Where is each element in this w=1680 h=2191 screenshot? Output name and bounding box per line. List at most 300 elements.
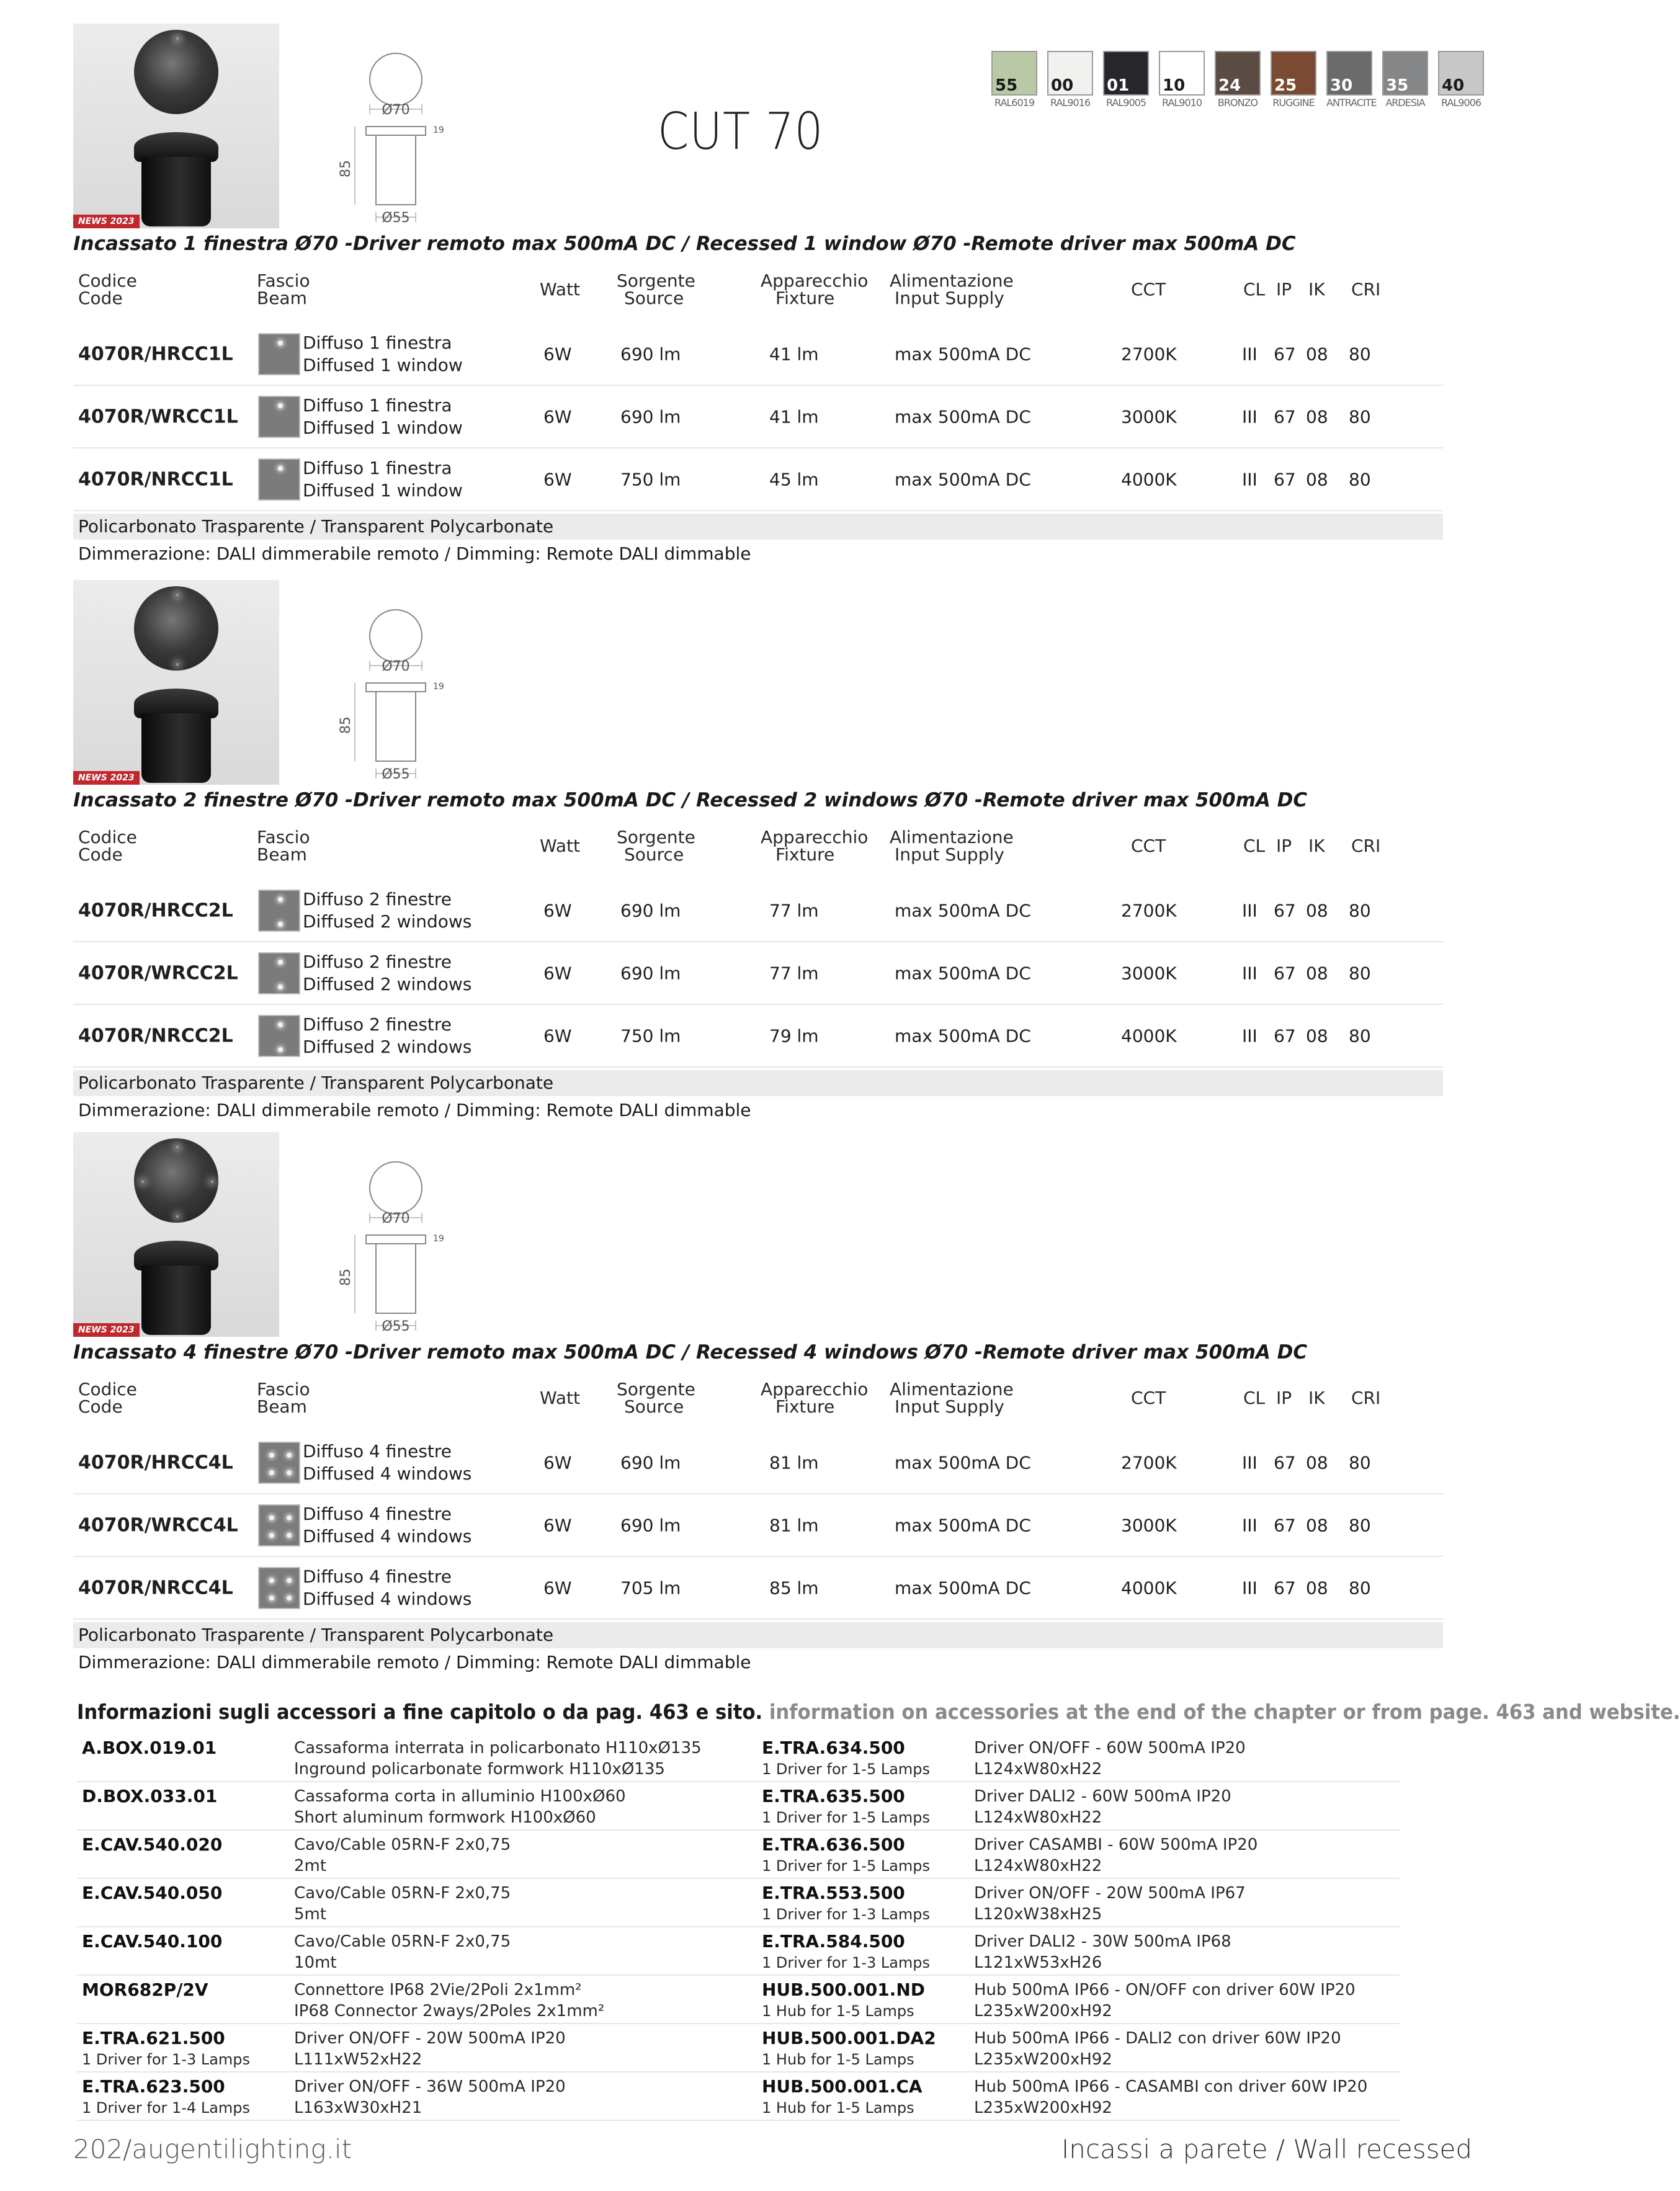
col-header-supply-it: Alimentazione: [890, 1379, 1014, 1399]
finish-code: 55: [995, 76, 1018, 95]
accessory-desc: Driver ON/OFF - 20W 500mA IP20: [294, 2029, 566, 2048]
accessory-desc: Hub 500mA IP66 - ON/OFF con driver 60W IP20: [974, 1981, 1356, 1999]
accessory-right-code-cell: [762, 1931, 930, 1973]
cell-ip: 67: [1274, 1515, 1296, 1536]
accessories-title-it: Informazioni sugli accessori a fine capitolo o da pag. 463 e sito.: [77, 1700, 763, 1724]
accessory-desc: Cavo/Cable 05RN-F 2x0,75: [294, 1836, 511, 1854]
beam-icon: [258, 1567, 300, 1609]
col-header-supply-it: Alimentazione: [890, 270, 1014, 291]
dimming-note: Dimmerazione: DALI dimmerabile remoto / Dimming: Remote DALI dimmable: [78, 543, 751, 564]
accessory-left-desc-cell: [294, 1786, 626, 1828]
cell-source: 690 lm: [620, 344, 681, 365]
accessory-desc: L124xW80xH22: [974, 1760, 1102, 1778]
finish-ral: BRONZO: [1217, 97, 1258, 109]
beam-en: Diffused 4 windows: [303, 1589, 472, 1609]
col-header-cl: CL: [1243, 1388, 1266, 1408]
product-section: [0, 24, 1549, 569]
finish-code: 35: [1386, 76, 1409, 95]
cell-ik: 08: [1306, 963, 1328, 984]
table-row: [73, 1432, 1443, 1494]
accessory-left-desc-cell: [294, 1738, 702, 1780]
accessory-right-code-cell: [762, 1883, 930, 1925]
cell-source: 750 lm: [620, 469, 681, 490]
col-header-watt: Watt: [540, 836, 581, 856]
cell-watt: 6W: [543, 900, 572, 921]
col-header-code-en: Code: [78, 288, 123, 308]
cell-supply: max 500mA DC: [895, 900, 1031, 921]
accessory-sub: 1 Driver for 1-4 Lamps: [82, 2099, 251, 2117]
cell-code: 4070R/HRCC4L: [78, 1452, 233, 1474]
beam-en: Diffused 1 window: [303, 480, 463, 501]
col-header-fixture-en: Fixture: [775, 1396, 835, 1417]
drawing-diameter-bottom: Ø55: [382, 1319, 410, 1334]
accessory-code: E.TRA.584.500: [762, 1931, 905, 1952]
cell-cl: III: [1242, 1515, 1258, 1536]
drawing-height: 85: [338, 1269, 354, 1286]
cell-fixture: 79 lm: [769, 1025, 819, 1046]
cell-cri: 80: [1349, 963, 1371, 984]
cell-fixture: 41 lm: [769, 406, 819, 427]
col-header-fixture-it: Apparecchio: [761, 270, 869, 291]
col-header-beam-en: Beam: [257, 844, 307, 865]
accessory-left-code-cell: [82, 1834, 222, 1855]
beam-en: Diffused 2 windows: [303, 1037, 472, 1057]
cell-cri: 80: [1349, 469, 1371, 490]
cell-watt: 6W: [543, 1452, 572, 1473]
cell-cl: III: [1242, 963, 1258, 984]
drawing-flange: 19: [433, 1234, 444, 1244]
cell-cct: 2700K: [1121, 1452, 1177, 1473]
finish-code: 10: [1163, 76, 1186, 95]
accessory-left-code-cell: [82, 2076, 250, 2118]
accessory-sub: 1 Hub for 1-5 Lamps: [762, 2051, 914, 2068]
accessory-code: E.TRA.621.500: [82, 2028, 225, 2048]
beam-en: Diffused 1 window: [303, 417, 463, 438]
finish-ral: RAL9005: [1106, 97, 1146, 109]
beam-icon: [258, 396, 300, 438]
table-row: [73, 324, 1443, 386]
accessory-desc: Cavo/Cable 05RN-F 2x0,75: [294, 1932, 511, 1951]
finish-ral: RAL9006: [1441, 97, 1481, 109]
accessory-left-code-cell: [82, 1979, 208, 2001]
beam-it: Diffuso 2 finestre: [303, 1014, 452, 1035]
col-header-source-en: Source: [624, 288, 684, 308]
table-row: [73, 386, 1443, 448]
cell-beam: [303, 1503, 471, 1548]
accessory-code: MOR682P/2V: [82, 1979, 208, 2000]
material-note: Policarbonato Trasparente / Transparent Polycarbonate: [73, 1622, 1443, 1648]
col-header-ik: IK: [1308, 279, 1325, 300]
beam-it: Diffuso 4 finestre: [303, 1441, 452, 1461]
col-header-source-it: Sorgente: [617, 1379, 695, 1399]
cell-ip: 67: [1274, 900, 1296, 921]
cell-fixture: 77 lm: [769, 900, 819, 921]
col-header-code-en: Code: [78, 1396, 123, 1417]
accessory-right-desc-cell: [974, 1979, 1356, 2022]
accessory-sub: 1 Driver for 1-3 Lamps: [762, 1954, 931, 1971]
accessory-sub: 1 Hub for 1-5 Lamps: [762, 2002, 914, 2020]
news-badge: NEWS 2023: [73, 1323, 140, 1337]
finish-ral: RAL9010: [1161, 97, 1202, 109]
cell-beam: [303, 951, 471, 996]
cell-ip: 67: [1274, 963, 1296, 984]
beam-icon: [258, 1015, 300, 1057]
cell-source: 750 lm: [620, 1025, 681, 1046]
table-row: [73, 1006, 1443, 1068]
cell-beam: [303, 457, 463, 502]
beam-en: Diffused 2 windows: [303, 911, 472, 932]
beam-it: Diffuso 1 finestra: [303, 458, 452, 478]
cell-cct: 3000K: [1121, 963, 1177, 984]
beam-it: Diffuso 1 finestra: [303, 332, 452, 353]
accessories-title-en: information on accessories at the end of the chapter or from page. 463 and website.: [769, 1700, 1680, 1724]
accessory-row: [77, 1734, 1400, 1782]
accessory-code: E.TRA.634.500: [762, 1738, 905, 1758]
cell-fixture: 77 lm: [769, 963, 819, 984]
accessory-right-desc-cell: [974, 2076, 1367, 2118]
col-header-code-en: Code: [78, 844, 123, 865]
beam-icon: [258, 1442, 300, 1484]
col-header-source-it: Sorgente: [617, 827, 695, 847]
cell-watt: 6W: [543, 406, 572, 427]
cell-cct: 2700K: [1121, 900, 1177, 921]
cell-ip: 67: [1274, 469, 1296, 490]
accessory-desc: L163xW30xH21: [294, 2099, 422, 2117]
product-body-image: [141, 713, 211, 783]
accessory-right-desc-cell: [974, 1931, 1231, 1973]
accessory-sub: 1 Driver for 1-3 Lamps: [762, 1906, 931, 1923]
beam-en: Diffused 4 windows: [303, 1526, 472, 1546]
cell-source: 690 lm: [620, 406, 681, 427]
beam-icon: [258, 333, 300, 375]
beam-it: Diffuso 4 finestre: [303, 1566, 452, 1587]
accessory-row: [77, 1782, 1400, 1831]
product-front-image: [134, 1138, 218, 1223]
accessory-left-desc-cell: [294, 2028, 566, 2070]
cell-cct: 4000K: [1121, 1577, 1177, 1599]
drawing-height: 85: [338, 716, 354, 734]
cell-watt: 6W: [543, 469, 572, 490]
cell-source: 690 lm: [620, 1515, 681, 1536]
cell-cl: III: [1242, 406, 1258, 427]
accessory-desc: Driver ON/OFF - 20W 500mA IP67: [974, 1884, 1246, 1903]
cell-ip: 67: [1274, 1577, 1296, 1599]
accessory-sub: 1 Driver for 1-5 Lamps: [762, 1857, 931, 1875]
cell-supply: max 500mA DC: [895, 1025, 1031, 1046]
accessory-desc: Connettore IP68 2Vie/2Poli 2x1mm²: [294, 1981, 582, 1999]
finish-code: 30: [1330, 76, 1353, 95]
accessory-code: E.TRA.635.500: [762, 1786, 905, 1806]
cell-cri: 80: [1349, 1515, 1371, 1536]
accessory-code: E.TRA.553.500: [762, 1883, 905, 1903]
col-header-ik: IK: [1308, 836, 1325, 856]
section-title: Incassato 2 finestre Ø70 -Driver remoto max 500mA DC / Recessed 2 windows Ø70 -Remote driver max 500mA DC: [73, 789, 1308, 811]
drawing-flange: 19: [433, 682, 444, 692]
cell-cl: III: [1242, 1452, 1258, 1473]
cell-cl: III: [1242, 900, 1258, 921]
cell-fixture: 45 lm: [769, 469, 819, 490]
accessory-row: [77, 1831, 1400, 1879]
cell-code: 4070R/HRCC2L: [78, 899, 233, 922]
cell-ik: 08: [1306, 406, 1328, 427]
product-body-image: [141, 1265, 211, 1335]
dimming-note: Dimmerazione: DALI dimmerabile remoto / Dimming: Remote DALI dimmable: [78, 1652, 751, 1672]
col-header-supply-en: Input Supply: [895, 844, 1004, 865]
cell-supply: max 500mA DC: [895, 344, 1031, 365]
accessory-code: E.CAV.540.100: [82, 1931, 223, 1952]
accessory-desc: 10mt: [294, 1953, 337, 1972]
accessory-desc: Cassaforma corta in alluminio H100xØ60: [294, 1787, 626, 1806]
accessory-desc: 2mt: [294, 1857, 327, 1875]
accessory-left-code-cell: [82, 2028, 250, 2070]
accessory-left-desc-cell: [294, 1883, 511, 1925]
accessory-code: HUB.500.001.ND: [762, 1979, 925, 2000]
accessory-code: E.CAV.540.050: [82, 1883, 223, 1903]
accessory-row: [77, 1879, 1400, 1927]
drawing-diameter-top: Ø70: [382, 659, 410, 674]
col-header-cl: CL: [1243, 836, 1266, 856]
accessory-sub: 1 Driver for 1-5 Lamps: [762, 1809, 931, 1826]
beam-it: Diffuso 4 finestre: [303, 1504, 452, 1524]
finish-ral: RAL6019: [994, 97, 1035, 109]
beam-icon: [258, 952, 300, 994]
accessory-desc: Cassaforma interrata in policarbonato H110xØ135: [294, 1739, 702, 1757]
table-row: [73, 880, 1443, 942]
finish-code: 40: [1442, 76, 1465, 95]
cell-cct: 4000K: [1121, 1025, 1177, 1046]
cell-fixture: 81 lm: [769, 1515, 819, 1536]
cell-cri: 80: [1349, 1025, 1371, 1046]
accessory-desc: Driver DALI2 - 30W 500mA IP68: [974, 1932, 1231, 1951]
cell-fixture: 81 lm: [769, 1452, 819, 1473]
accessory-desc: Driver ON/OFF - 60W 500mA IP20: [974, 1739, 1246, 1757]
accessory-left-code-cell: [82, 1883, 222, 1904]
finish-code: 01: [1107, 76, 1130, 95]
accessory-right-code-cell: [762, 2028, 936, 2070]
finish-ral: ANTRACITE: [1326, 97, 1377, 109]
accessory-desc: L124xW80xH22: [974, 1857, 1102, 1875]
accessory-desc: Hub 500mA IP66 - CASAMBI con driver 60W IP20: [974, 2077, 1368, 2096]
accessory-left-code-cell: [82, 1931, 222, 1952]
accessory-desc: L235xW200xH92: [974, 2050, 1112, 2069]
col-header-watt: Watt: [540, 1388, 581, 1408]
accessory-row: [77, 1927, 1400, 1976]
col-header-fixture-en: Fixture: [775, 288, 835, 308]
beam-it: Diffuso 1 finestra: [303, 395, 452, 416]
cell-code: 4070R/HRCC1L: [78, 343, 233, 365]
table-header: [73, 828, 1443, 868]
footer-category: Incassi a parete / Wall recessed: [1061, 2134, 1472, 2164]
accessory-left-code-cell: [82, 1786, 217, 1807]
accessory-right-desc-cell: [974, 1786, 1231, 1828]
cell-code: 4070R/WRCC4L: [78, 1514, 238, 1537]
cell-watt: 6W: [543, 1025, 572, 1046]
col-header-cct: CCT: [1131, 279, 1166, 300]
accessory-sub: 1 Driver for 1-3 Lamps: [82, 2051, 251, 2068]
col-header-code-it: Codice: [78, 827, 137, 847]
page-title: CUT 70: [658, 102, 824, 161]
cell-ik: 08: [1306, 1025, 1328, 1046]
product-front-image: [134, 30, 218, 114]
cell-source: 690 lm: [620, 963, 681, 984]
beam-it: Diffuso 2 finestre: [303, 889, 452, 909]
col-header-supply-en: Input Supply: [895, 1396, 1004, 1417]
beam-en: Diffused 1 window: [303, 355, 463, 375]
cell-cri: 80: [1349, 1452, 1371, 1473]
accessory-right-code-cell: [762, 1979, 925, 2022]
accessory-desc: Driver ON/OFF - 36W 500mA IP20: [294, 2077, 566, 2096]
cell-supply: max 500mA DC: [895, 1577, 1031, 1599]
finish-code: 25: [1274, 76, 1297, 95]
cell-beam: [303, 1014, 471, 1058]
accessory-desc: L235xW200xH92: [974, 2002, 1112, 2020]
cell-watt: 6W: [543, 1577, 572, 1599]
cell-beam: [303, 332, 463, 377]
beam-icon: [258, 1504, 300, 1546]
accessory-right-desc-cell: [974, 1738, 1246, 1780]
cell-code: 4070R/NRCC4L: [78, 1577, 233, 1599]
material-note: Policarbonato Trasparente / Transparent Polycarbonate: [73, 514, 1443, 540]
cell-cl: III: [1242, 1577, 1258, 1599]
col-header-ik: IK: [1308, 1388, 1325, 1408]
product-body-image: [141, 157, 211, 226]
cell-source: 690 lm: [620, 900, 681, 921]
beam-icon: [258, 890, 300, 932]
col-header-cri: CRI: [1351, 1388, 1381, 1408]
col-header-fixture-it: Apparecchio: [761, 1379, 869, 1399]
finish-code: 00: [1051, 76, 1074, 95]
drawing-diameter-bottom: Ø55: [382, 767, 410, 782]
cell-cri: 80: [1349, 900, 1371, 921]
technical-drawing: [338, 592, 453, 785]
accessory-row: [77, 1976, 1400, 2024]
accessory-left-desc-cell: [294, 2076, 566, 2118]
table-row: [73, 1558, 1443, 1620]
col-header-beam-it: Fascio: [257, 270, 310, 291]
col-header-beam-en: Beam: [257, 288, 307, 308]
accessories-table: [77, 1734, 1400, 2121]
cell-ip: 67: [1274, 1452, 1296, 1473]
accessory-right-code-cell: [762, 1738, 930, 1780]
cell-watt: 6W: [543, 963, 572, 984]
product-photo: [73, 24, 279, 228]
cell-code: 4070R/WRCC2L: [78, 962, 238, 984]
col-header-supply-en: Input Supply: [895, 288, 1004, 308]
accessory-sub: 1 Driver for 1-5 Lamps: [762, 1760, 931, 1778]
accessory-right-code-cell: [762, 2076, 923, 2118]
col-header-source-en: Source: [624, 844, 684, 865]
cell-fixture: 41 lm: [769, 344, 819, 365]
table-header: [73, 1380, 1443, 1420]
col-header-ip: IP: [1276, 279, 1292, 300]
cell-watt: 6W: [543, 344, 572, 365]
cell-ik: 08: [1306, 1515, 1328, 1536]
accessory-desc: L124xW80xH22: [974, 1808, 1102, 1827]
col-header-cri: CRI: [1351, 836, 1381, 856]
col-header-source-en: Source: [624, 1396, 684, 1417]
accessory-code: E.TRA.623.500: [82, 2076, 225, 2097]
section-title: Incassato 4 finestre Ø70 -Driver remoto max 500mA DC / Recessed 4 windows Ø70 -Remote driver max 500mA DC: [73, 1341, 1308, 1363]
beam-icon: [258, 458, 300, 501]
accessory-desc: L235xW200xH92: [974, 2099, 1112, 2117]
accessory-code: E.CAV.540.020: [82, 1834, 223, 1855]
cell-supply: max 500mA DC: [895, 1452, 1031, 1473]
col-header-cct: CCT: [1131, 1388, 1166, 1408]
cell-beam: [303, 888, 471, 933]
cell-ip: 67: [1274, 344, 1296, 365]
cell-supply: max 500mA DC: [895, 469, 1031, 490]
cell-cl: III: [1242, 1025, 1258, 1046]
accessory-desc: Hub 500mA IP66 - DALI2 con driver 60W IP20: [974, 2029, 1341, 2048]
beam-it: Diffuso 2 finestre: [303, 952, 452, 972]
accessory-left-desc-cell: [294, 1979, 604, 2022]
accessory-row: [77, 2024, 1400, 2073]
col-header-cl: CL: [1243, 279, 1266, 300]
cell-beam: [303, 1440, 471, 1485]
finish-ral: RUGGINE: [1272, 97, 1315, 109]
accessory-code: E.TRA.636.500: [762, 1834, 905, 1855]
cell-cri: 80: [1349, 406, 1371, 427]
drawing-diameter-top: Ø70: [382, 102, 410, 118]
accessory-desc: L120xW38xH25: [974, 1905, 1102, 1924]
cell-cct: 4000K: [1121, 469, 1177, 490]
accessory-right-desc-cell: [974, 1883, 1246, 1925]
product-photo: [73, 1132, 279, 1337]
drawing-diameter-bottom: Ø55: [382, 210, 410, 226]
col-header-beam-it: Fascio: [257, 827, 310, 847]
col-header-ip: IP: [1276, 1388, 1292, 1408]
accessory-desc: Inground policarbonate formwork H110xØ135: [294, 1760, 665, 1778]
cell-cl: III: [1242, 344, 1258, 365]
accessory-code: HUB.500.001.DA2: [762, 2028, 936, 2048]
material-note: Policarbonato Trasparente / Transparent Polycarbonate: [73, 1070, 1443, 1096]
accessory-left-desc-cell: [294, 1931, 511, 1973]
accessory-right-desc-cell: [974, 1834, 1258, 1876]
cell-cct: 2700K: [1121, 344, 1177, 365]
accessory-right-code-cell: [762, 1786, 930, 1828]
cell-beam: [303, 1566, 471, 1610]
col-header-source-it: Sorgente: [617, 270, 695, 291]
cell-ik: 08: [1306, 1577, 1328, 1599]
cell-ik: 08: [1306, 900, 1328, 921]
finish-ral: RAL9016: [1050, 97, 1091, 109]
cell-ik: 08: [1306, 1452, 1328, 1473]
accessory-desc: L111xW52xH22: [294, 2050, 422, 2069]
cell-ik: 08: [1306, 344, 1328, 365]
accessory-right-desc-cell: [974, 2028, 1341, 2070]
cell-supply: max 500mA DC: [895, 406, 1031, 427]
product-photo: [73, 580, 279, 785]
accessory-desc: Driver DALI2 - 60W 500mA IP20: [974, 1787, 1231, 1806]
technical-drawing: [338, 1145, 453, 1337]
accessory-desc: Cavo/Cable 05RN-F 2x0,75: [294, 1884, 511, 1903]
col-header-code-it: Codice: [78, 1379, 137, 1399]
cell-source: 705 lm: [620, 1577, 681, 1599]
accessory-desc: Driver CASAMBI - 60W 500mA IP20: [974, 1836, 1258, 1854]
table-header: [73, 272, 1443, 311]
accessory-code: D.BOX.033.01: [82, 1786, 218, 1806]
cell-cct: 3000K: [1121, 406, 1177, 427]
cell-ip: 67: [1274, 406, 1296, 427]
footer-page: 202/augentilighting.it: [73, 2134, 352, 2164]
table-row: [73, 449, 1443, 511]
accessory-left-desc-cell: [294, 1834, 511, 1876]
section-title: Incassato 1 finestra Ø70 -Driver remoto max 500mA DC / Recessed 1 window Ø70 -Remote driver max 500mA DC: [73, 233, 1296, 255]
drawing-diameter-top: Ø70: [382, 1211, 410, 1226]
accessory-row: [77, 2073, 1400, 2121]
cell-fixture: 85 lm: [769, 1577, 819, 1599]
accessory-code: A.BOX.019.01: [82, 1738, 217, 1758]
